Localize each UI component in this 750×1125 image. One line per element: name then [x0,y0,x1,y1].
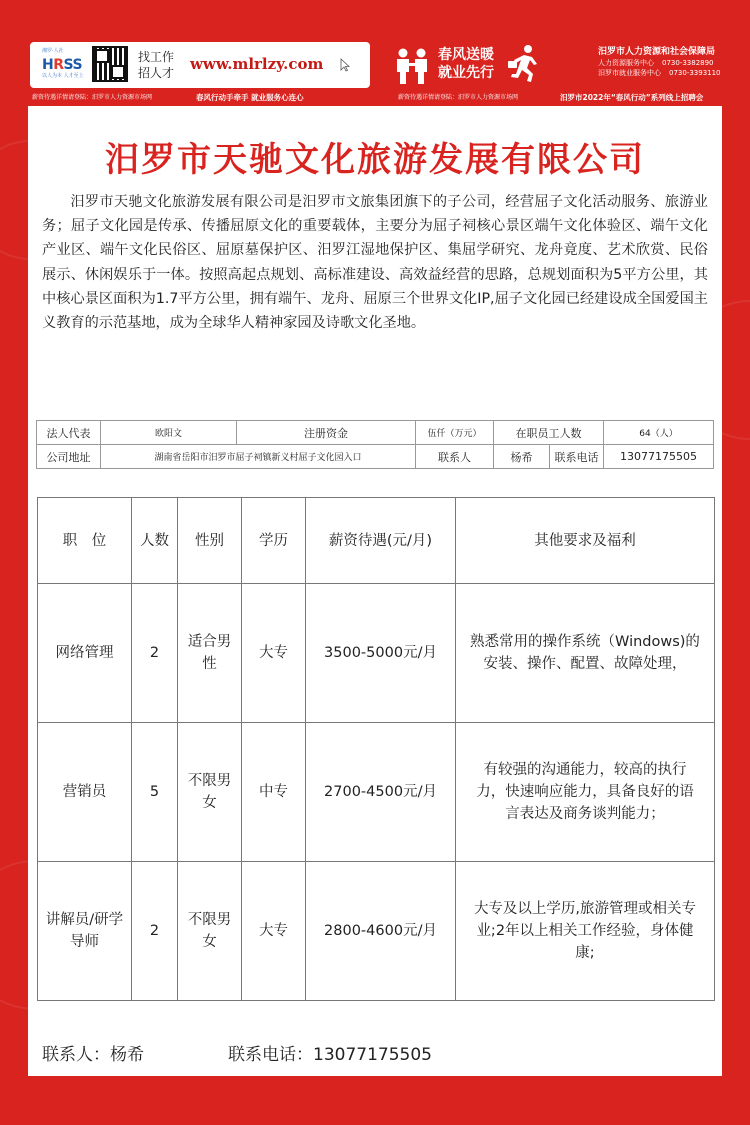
salary-cell: 3500-5000元/月 [306,584,456,723]
header-education: 学历 [242,498,306,584]
count-cell: 2 [132,584,178,723]
hrss-logo: 湘罗·人社 HRSS 以人为本 人才至上 [42,48,84,79]
requirements-cell: 熟悉常用的操作系统（Windows)的安装、操作、配置、故障处理， [456,584,715,723]
education-cell: 大专 [242,584,306,723]
gender-cell: 不限男女 [178,862,242,1001]
job-posting-card [28,106,722,1076]
phone-label: 联系电话 [550,445,604,469]
position-cell: 营销员 [38,723,132,862]
spring-slogan: 春风送暖 就业先行 [438,47,494,81]
footer-contact-phone: 联系电话：13077175505 [228,1045,432,1065]
capital-value: 伍仟（万元） [416,421,494,445]
contact-value: 杨希 [494,445,550,469]
gender-cell: 适合男性 [178,584,242,723]
company-intro: 汨罗市天驰文化旅游发展有限公司是汨罗市文旅集团旗下的子公司，经营屈子文化活动服务、旅游业务；屈子文化园是传承、传播屈原文化的重要载体，主要分为屈子祠核心景区端午文化体验区、端午文化产业区、端午文化民俗区、屈原墓保护区、汨罗江湿地保护区、集屈学研究、龙舟竟度、艺术欣赏、民俗展示、休闲娱乐于一体。按照高起点规划、高标准建设、高效益经营的思路，总规划面积为5平方公里，其中核心景区面积为1.7平方公里，拥有端午、龙舟、屈原三个世界文化IP,屈子文化园已经建设成全国爱国主义教育的示范基地，成为全球华人精神家园及诗歌文化圣地。 [42,194,708,332]
header-salary: 薪资待遇(元/月) [306,498,456,584]
handshake-people-icon [392,46,432,86]
phone-value: 13077175505 [604,445,714,469]
header-gender: 性别 [178,498,242,584]
spring-action-panel [388,42,721,88]
salary-cell: 2800-4600元/月 [306,862,456,1001]
address-value: 湖南省岳阳市汨罗市屈子祠镇新义村屈子文化园入口 [101,445,416,469]
website-link[interactable]: www.mlrlzy.com [190,55,324,73]
running-man-icon [506,44,542,84]
table-row [38,862,715,1001]
gender-cell: 不限男女 [178,723,242,862]
capital-label: 注册资金 [237,421,416,445]
jobs-header-row [38,498,715,584]
requirements-cell: 有较强的沟通能力，较高的执行力，快速响应能力，具备良好的语言表达及商务谈判能力； [456,723,715,862]
qr-code-icon[interactable] [92,46,128,82]
footer-contact-person: 联系人：杨希 [42,1045,144,1065]
staff-label: 在职员工人数 [494,421,604,445]
table-row [38,723,715,862]
position-cell: 讲解员/研学导师 [38,862,132,1001]
requirements-cell: 大专及以上学历,旅游管理或相关专业;2年以上相关工作经验，身体健康; [456,862,715,1001]
company-title: 汨罗市天驰文化旅游发展有限公司 [105,140,645,180]
sub-caption-left: 薪资待遇详情请登陆：汨罗市人力资源市场网 [32,94,153,101]
bureau-info: 汨罗市人力资源和社会保障局 人力资源服务中心 0730-3382890 汨罗市就业服务中心 0730-3393110 [598,47,721,77]
header-banner [30,36,720,96]
education-cell: 大专 [242,862,306,1001]
legal-rep-value: 欧阳文 [101,421,237,445]
footer-contact [42,1040,432,1065]
salary-cell: 2700-4500元/月 [306,723,456,862]
jobs-table [37,497,715,1001]
header-count: 人数 [132,498,178,584]
recruit-panel [30,42,370,88]
address-label: 公司地址 [37,445,101,469]
count-cell: 2 [132,862,178,1001]
cursor-icon [340,58,350,72]
education-cell: 中专 [242,723,306,862]
position-cell: 网络管理 [38,584,132,723]
count-cell: 5 [132,723,178,862]
staff-value: 64（人） [604,421,714,445]
company-info-table [36,420,714,469]
header-position: 职 位 [38,498,132,584]
sub-caption-mid2: 薪资待遇详情请登陆：汨罗市人力资源市场网 [398,94,519,101]
sub-caption-right: 汨罗市2022年“春风行动”系列线上招聘会 [560,93,704,102]
sub-caption-mid: 春风行动手牵手 就业服务心连心 [196,93,304,102]
table-row [38,584,715,723]
header-requirements: 其他要求及福利 [456,498,715,584]
contact-label: 联系人 [416,445,494,469]
slogan: 找工作 招人才 [138,50,175,80]
legal-rep-label: 法人代表 [37,421,101,445]
